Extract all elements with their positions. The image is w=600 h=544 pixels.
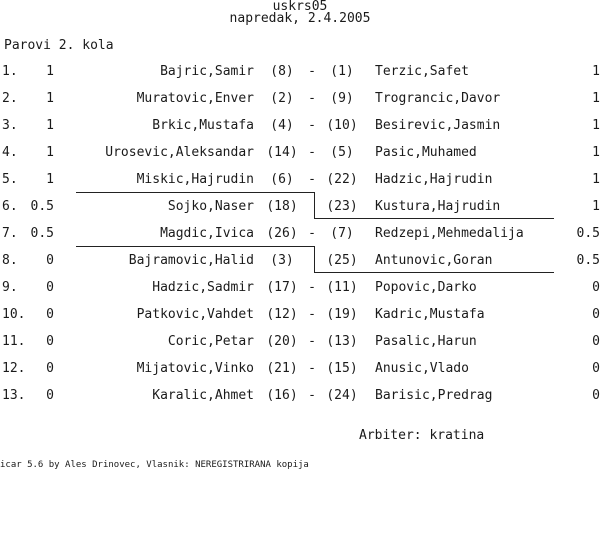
pairing-number: 12. bbox=[2, 361, 26, 376]
white-player-name: Mijatovic,Vinko bbox=[136, 361, 254, 376]
round-label: Parovi 2. kola bbox=[4, 38, 114, 53]
black-player-name: Kustura,Hajrudin bbox=[375, 199, 501, 214]
black-player-number: (7) bbox=[330, 226, 354, 241]
pairing-points: 0 bbox=[46, 361, 54, 376]
group-divider-line bbox=[314, 192, 315, 218]
pairing-points: 0.5 bbox=[30, 199, 54, 214]
white-player-name: Patkovic,Vahdet bbox=[136, 307, 254, 322]
white-player-number: (21) bbox=[266, 361, 298, 376]
group-divider-line bbox=[314, 272, 554, 273]
black-player-name: Besirevic,Jasmin bbox=[375, 118, 501, 133]
pairing-points: 1 bbox=[46, 91, 54, 106]
black-player-number: (19) bbox=[326, 307, 358, 322]
pairing-number: 11. bbox=[2, 334, 26, 349]
pairing-number: 8. bbox=[2, 253, 18, 268]
pairing-separator: - bbox=[308, 388, 316, 403]
pairing-separator: - bbox=[308, 361, 316, 376]
black-player-number: (22) bbox=[326, 172, 358, 187]
pairing-row bbox=[0, 198, 600, 216]
pairing-row bbox=[0, 387, 600, 405]
pairing-row bbox=[0, 63, 600, 81]
pairing-row bbox=[0, 252, 600, 270]
pairing-number: 7. bbox=[2, 226, 18, 241]
black-player-score: 1 bbox=[592, 64, 600, 79]
white-player-number: (17) bbox=[266, 280, 298, 295]
pairing-separator: - bbox=[308, 91, 316, 106]
black-player-name: Barisic,Predrag bbox=[375, 388, 493, 403]
white-player-name: Bajric,Samir bbox=[160, 64, 254, 79]
white-player-number: (14) bbox=[266, 145, 298, 160]
black-player-name: Popovic,Darko bbox=[375, 280, 477, 295]
white-player-name: Muratovic,Enver bbox=[136, 91, 254, 106]
white-player-number: (18) bbox=[266, 199, 298, 214]
pairing-number: 1. bbox=[2, 64, 18, 79]
black-player-name: Redzepi,Mehmedalija bbox=[375, 226, 524, 241]
pairing-separator: - bbox=[308, 226, 316, 241]
pairing-separator: - bbox=[308, 307, 316, 322]
tournament-subtitle: napredak, 2.4.2005 bbox=[229, 11, 371, 26]
pairing-points: 0 bbox=[46, 388, 54, 403]
pairing-row bbox=[0, 171, 600, 189]
pairing-row bbox=[0, 144, 600, 162]
black-player-number: (5) bbox=[330, 145, 354, 160]
black-player-number: (9) bbox=[330, 91, 354, 106]
pairing-separator: - bbox=[308, 118, 316, 133]
tournament-title: uskrs05 bbox=[272, 0, 328, 14]
pairing-separator: - bbox=[308, 145, 316, 160]
black-player-number: (25) bbox=[326, 253, 358, 268]
black-player-number: (1) bbox=[330, 64, 354, 79]
software-footer: icar 5.6 by Ales Drinovec, Vlasnik: NEREGISTRIRANA kopija bbox=[0, 460, 309, 470]
white-player-number: (16) bbox=[266, 388, 298, 403]
white-player-name: Magdic,Ivica bbox=[160, 226, 254, 241]
white-player-number: (2) bbox=[270, 91, 294, 106]
black-player-score: 0 bbox=[592, 361, 600, 376]
pairing-row bbox=[0, 360, 600, 378]
white-player-name: Brkic,Mustafa bbox=[152, 118, 254, 133]
group-divider-line bbox=[76, 246, 314, 247]
pairing-points: 1 bbox=[46, 172, 54, 187]
black-player-score: 0 bbox=[592, 307, 600, 322]
pairing-points: 1 bbox=[46, 64, 54, 79]
group-divider-line bbox=[76, 192, 314, 193]
black-player-score: 0.5 bbox=[576, 253, 600, 268]
pairing-separator: - bbox=[308, 64, 316, 79]
white-player-name: Bajramovic,Halid bbox=[128, 253, 254, 268]
black-player-number: (13) bbox=[326, 334, 358, 349]
black-player-score: 1 bbox=[592, 199, 600, 214]
black-player-score: 1 bbox=[592, 145, 600, 160]
pairing-row bbox=[0, 90, 600, 108]
pairing-points: 0 bbox=[46, 253, 54, 268]
pairing-separator: - bbox=[308, 280, 316, 295]
black-player-score: 0.5 bbox=[576, 226, 600, 241]
white-player-number: (3) bbox=[270, 253, 294, 268]
white-player-number: (26) bbox=[266, 226, 298, 241]
black-player-score: 0 bbox=[592, 280, 600, 295]
white-player-number: (8) bbox=[270, 64, 294, 79]
black-player-number: (15) bbox=[326, 361, 358, 376]
black-player-number: (23) bbox=[326, 199, 358, 214]
black-player-score: 0 bbox=[592, 334, 600, 349]
pairing-number: 4. bbox=[2, 145, 18, 160]
pairing-points: 0 bbox=[46, 334, 54, 349]
black-player-score: 1 bbox=[592, 172, 600, 187]
pairing-number: 2. bbox=[2, 91, 18, 106]
white-player-name: Hadzic,Sadmir bbox=[152, 280, 254, 295]
pairing-separator: - bbox=[308, 334, 316, 349]
black-player-score: 0 bbox=[592, 388, 600, 403]
pairing-points: 0 bbox=[46, 280, 54, 295]
white-player-name: Coric,Petar bbox=[167, 334, 254, 349]
black-player-name: Trograncic,Davor bbox=[375, 91, 501, 106]
pairing-row bbox=[0, 333, 600, 351]
pairing-row bbox=[0, 306, 600, 324]
black-player-number: (11) bbox=[326, 280, 358, 295]
pairing-number: 6. bbox=[2, 199, 18, 214]
white-player-number: (4) bbox=[270, 118, 294, 133]
pairing-number: 9. bbox=[2, 280, 18, 295]
black-player-name: Hadzic,Hajrudin bbox=[375, 172, 493, 187]
pairing-row bbox=[0, 117, 600, 135]
black-player-name: Pasalic,Harun bbox=[375, 334, 477, 349]
white-player-number: (6) bbox=[270, 172, 294, 187]
pairing-number: 10. bbox=[2, 307, 26, 322]
black-player-name: Pasic,Muhamed bbox=[375, 145, 477, 160]
pairing-points: 1 bbox=[46, 145, 54, 160]
black-player-score: 1 bbox=[592, 118, 600, 133]
pairing-number: 5. bbox=[2, 172, 18, 187]
white-player-name: Urosevic,Aleksandar bbox=[105, 145, 254, 160]
black-player-number: (10) bbox=[326, 118, 358, 133]
black-player-name: Antunovic,Goran bbox=[375, 253, 493, 268]
white-player-number: (20) bbox=[266, 334, 298, 349]
pairing-points: 0.5 bbox=[30, 226, 54, 241]
pairing-points: 0 bbox=[46, 307, 54, 322]
white-player-name: Karalic,Ahmet bbox=[152, 388, 254, 403]
pairing-number: 13. bbox=[2, 388, 26, 403]
black-player-name: Terzic,Safet bbox=[375, 64, 469, 79]
black-player-name: Anusic,Vlado bbox=[375, 361, 469, 376]
arbiter-line: Arbiter: kratina bbox=[359, 428, 485, 443]
black-player-name: Kadric,Mustafa bbox=[375, 307, 485, 322]
pairing-number: 3. bbox=[2, 118, 18, 133]
pairing-separator: - bbox=[308, 172, 316, 187]
group-divider-line bbox=[314, 218, 554, 219]
white-player-name: Miskic,Hajrudin bbox=[136, 172, 254, 187]
pairing-row bbox=[0, 279, 600, 297]
black-player-score: 1 bbox=[592, 91, 600, 106]
white-player-number: (12) bbox=[266, 307, 298, 322]
group-divider-line bbox=[314, 246, 315, 272]
pairing-row bbox=[0, 225, 600, 243]
white-player-name: Sojko,Naser bbox=[167, 199, 254, 214]
pairing-points: 1 bbox=[46, 118, 54, 133]
black-player-number: (24) bbox=[326, 388, 358, 403]
